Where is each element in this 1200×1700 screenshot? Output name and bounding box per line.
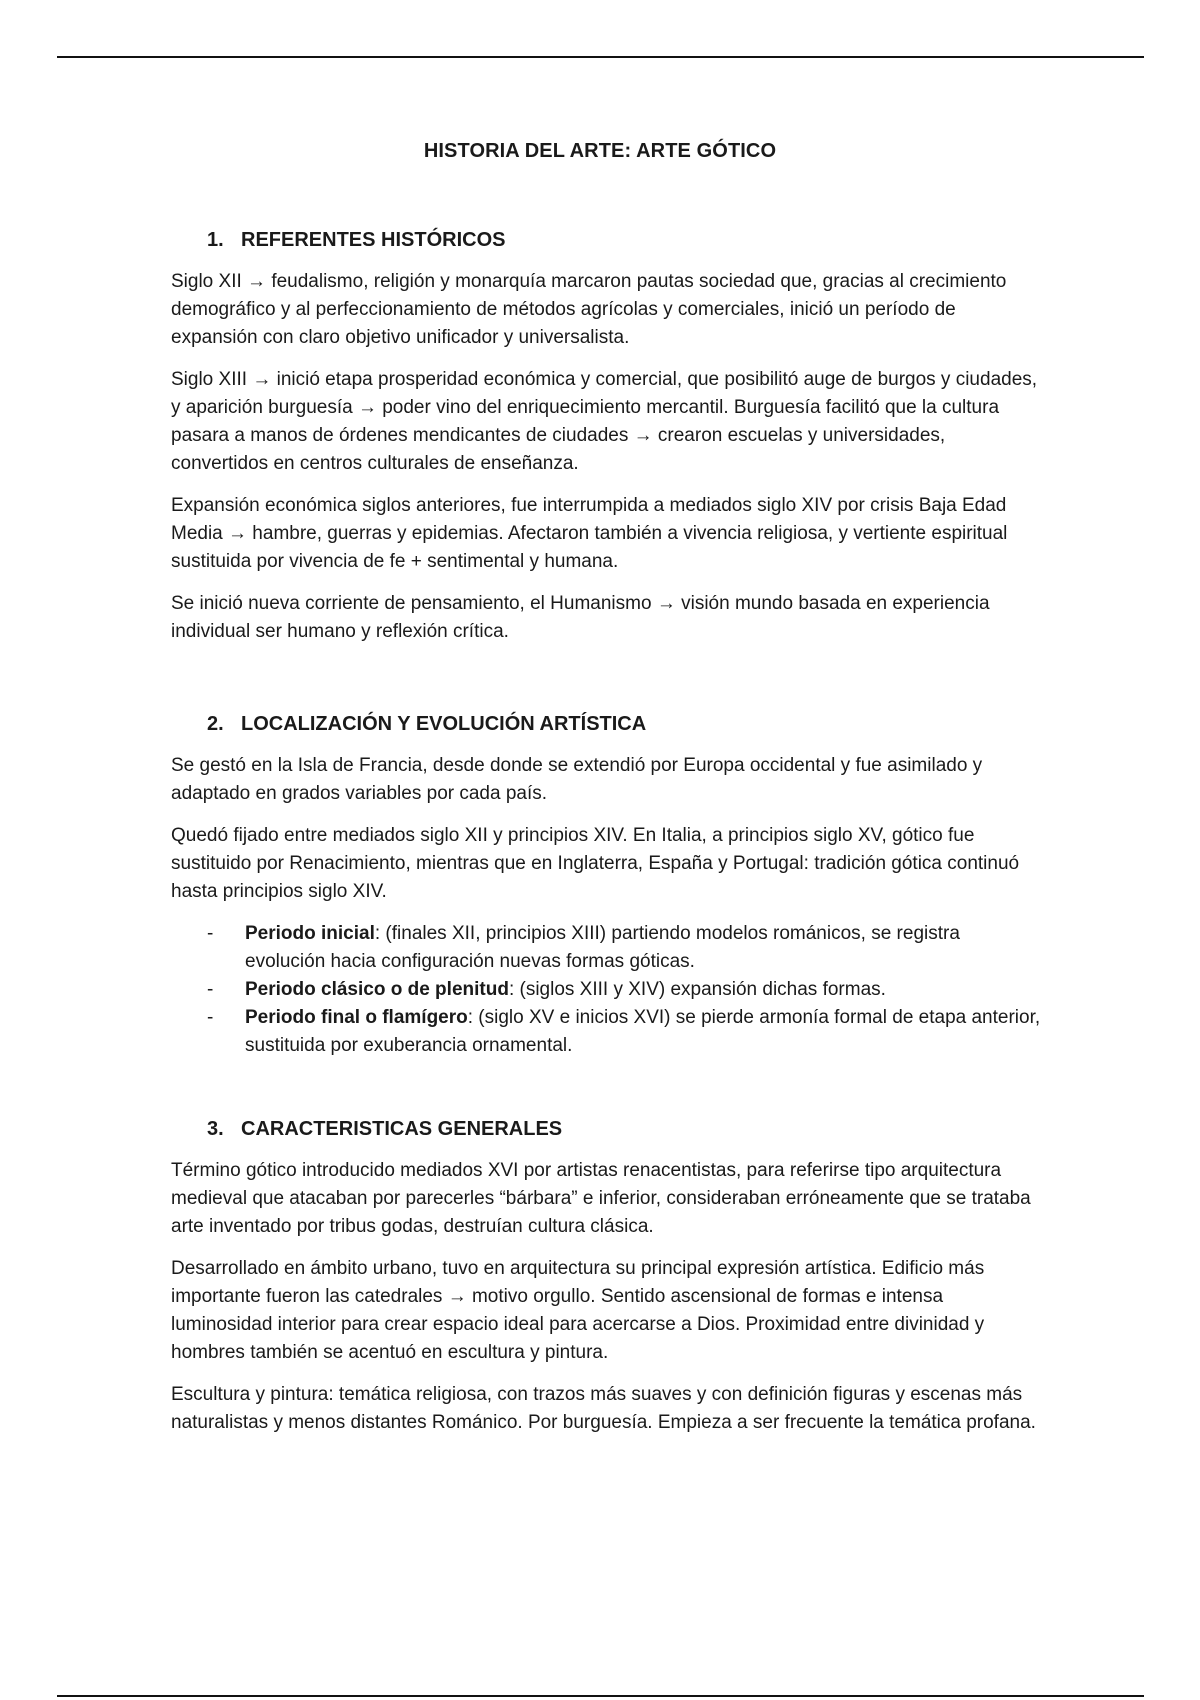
section-referentes [171,229,1041,660]
list-bullet: - [207,1007,214,1028]
paragraph: Desarrollado en ámbito urbano, tuvo en arquitectura su principal expresión artística. Edificio más importante fueron las catedrales → motivo orgullo. Sentido ascensional de formas e intensa luminosidad interior para crear espacio ideal para acercarse a Dios. Proximidad entre divinidad y hombres también se acentuó en escultura y pintura. [171,1258,985,1363]
section-heading [171,713,1041,736]
period-term: Periodo clásico o de plenitud [245,979,509,1000]
list-bullet: - [207,923,214,944]
section-heading [171,229,1041,252]
page-title: HISTORIA DEL ARTE: ARTE GÓTICO [423,140,777,162]
period-term: Periodo final o flamígero [245,1007,468,1028]
bottom-rule [57,1695,1144,1697]
paragraph: Se inició nueva corriente de pensamiento, el Humanismo → visión mundo basada en experiencia individual ser humano y reflexión crítica. [171,593,990,642]
list-item [171,1004,1041,1060]
section-title: CARACTERISTICAS GENERALES [241,1118,563,1140]
section-number: 2. [207,713,224,735]
period-list [171,920,1041,1060]
list-item [171,920,1041,976]
section-title: REFERENTES HISTÓRICOS [241,229,506,251]
section-caracteristicas [171,1118,1041,1451]
period-text: : (siglo XV e inicios XVI) se pierde armonía formal de etapa anterior, sustituida por exuberancia ornamental. [245,1007,1041,1056]
paragraph: Siglo XII → feudalismo, religión y monarquía marcaron pautas sociedad que, gracias al crecimiento demográfico y al perfeccionamiento de métodos agrícolas y comerciales, inició un período de expansión con claro objetivo unificador y universalista. [171,271,1007,348]
paragraph: Siglo XIII → inició etapa prosperidad económica y comercial, que posibilitó auge de burgos y ciudades, y aparición burguesía → poder vino del enriquecimiento mercantil. Burguesía facilitó que la cultura pasara a manos de órdenes mendicantes de ciudades → crearon escuelas y universidades, convertidos en centros culturales de enseñanza. [171,369,1038,474]
section-number: 3. [207,1118,224,1140]
paragraph: Quedó fijado entre mediados siglo XII y principios XIV. En Italia, a principios siglo XV, gótico fue sustituido por Renacimiento, mientras que en Inglaterra, España y Portugal: tradición gótica continuó hasta principios siglo XIV. [171,825,1020,902]
section-localizacion [171,713,1041,1060]
paragraph: Se gestó en la Isla de Francia, desde donde se extendió por Europa occidental y fue asimilado y adaptado en grados variables por cada país. [171,755,983,804]
paragraph: Término gótico introducido mediados XVI por artistas renacentistas, para referirse tipo arquitectura medieval que atacaban por parecerles “bárbara” e inferior, consideraban erróneamente que se trataba arte inventado por tribus godas, destruían cultura clásica. [171,1160,1031,1237]
period-term: Periodo inicial [245,923,375,944]
section-number: 1. [207,229,224,251]
list-item [171,976,1041,1004]
paragraph: Escultura y pintura: temática religiosa, con trazos más suaves y con definición figuras y escenas más naturalistas y menos distantes Románico. Por burguesía. Empieza a ser frecuente la temática profana. [171,1384,1036,1433]
top-rule [57,56,1144,58]
period-text: : (finales XII, principios XIII) partiendo modelos románicos, se registra evolución hacia configuración nuevas formas góticas. [245,923,960,972]
section-title: LOCALIZACIÓN Y EVOLUCIÓN ARTÍSTICA [241,713,647,735]
list-bullet: - [207,979,214,1000]
section-heading [171,1118,1041,1141]
paragraph: Expansión económica siglos anteriores, fue interrumpida a mediados siglo XIV por crisis Baja Edad Media → hambre, guerras y epidemias. Afectaron también a vivencia religiosa, y vertiente espiritual sustituida por vivencia de fe + sentimental y humana. [171,495,1008,572]
period-text: : (siglos XIII y XIV) expansión dichas formas. [508,979,886,1000]
